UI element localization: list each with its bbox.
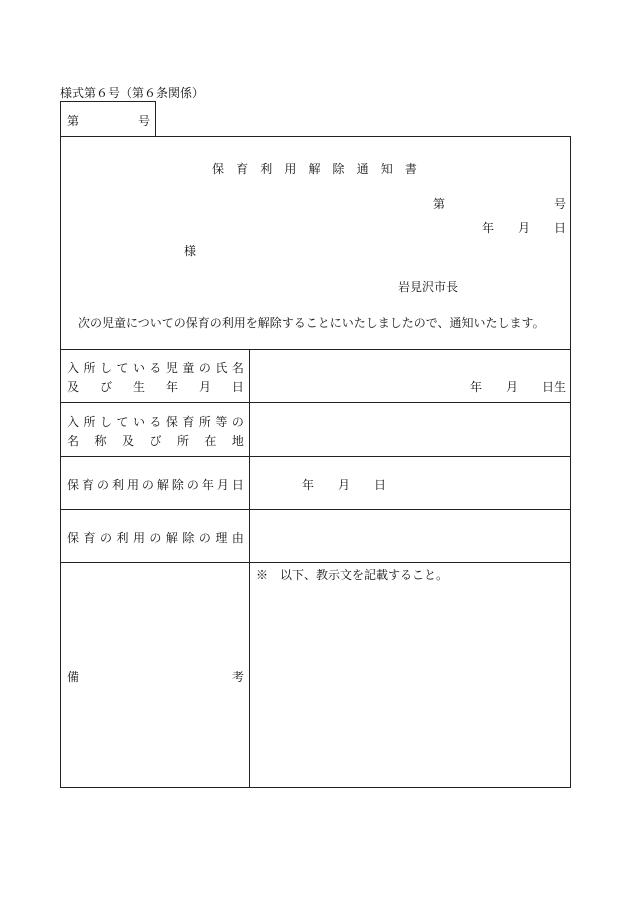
notice-date-year: 年: [482, 221, 495, 235]
notice-body: 次の児童についての保育の利用を解除することにいたしましたので、通知いたします。: [78, 316, 545, 330]
remarks-note: ※ 以下、教示文を記載すること。: [256, 568, 449, 582]
notice-date-day: 日: [554, 221, 567, 235]
row-facility-label-line2: 名 称 及 び 所 在 地: [67, 434, 244, 448]
notice-number-suffix: 号: [554, 197, 567, 211]
row-cancel-date-label: 保 育 の 利 用 の 解 除 の 年 月 日: [67, 478, 244, 492]
notice-date-month: 月: [518, 221, 531, 235]
form-number: 様式第６号（第６条関係）: [60, 86, 205, 100]
row-child-name-label-line1: 入 所 し て い る 児 童 の 氏 名: [67, 361, 244, 375]
row-cancel-reason-label: 保 育 の 利 用 の 解 除 の 理 由: [67, 531, 244, 545]
row-facility-label-line1: 入 所 し て い る 保 育 所 等 の: [67, 415, 244, 429]
ledger-no-suffix: 号: [138, 114, 151, 128]
birth-year: 年: [470, 380, 483, 394]
row-child-name-label-line2: 及 び 生 年 月 日: [67, 380, 244, 394]
issuer: 岩見沢市長: [398, 280, 459, 294]
cancel-month: 月: [338, 478, 351, 492]
notice-title: 保 育 利 用 解 除 通 知 書: [212, 162, 417, 176]
notice-number-prefix: 第: [433, 197, 446, 211]
cancel-day: 日: [374, 478, 387, 492]
birth-month: 月: [506, 380, 519, 394]
row-remarks-label: 備 考: [67, 670, 244, 684]
addressee-suffix: 様: [184, 244, 197, 258]
birth-day: 日生: [542, 380, 567, 394]
notice-form: [60, 136, 571, 788]
ledger-no-prefix: 第: [67, 114, 80, 128]
cancel-year: 年: [302, 478, 315, 492]
